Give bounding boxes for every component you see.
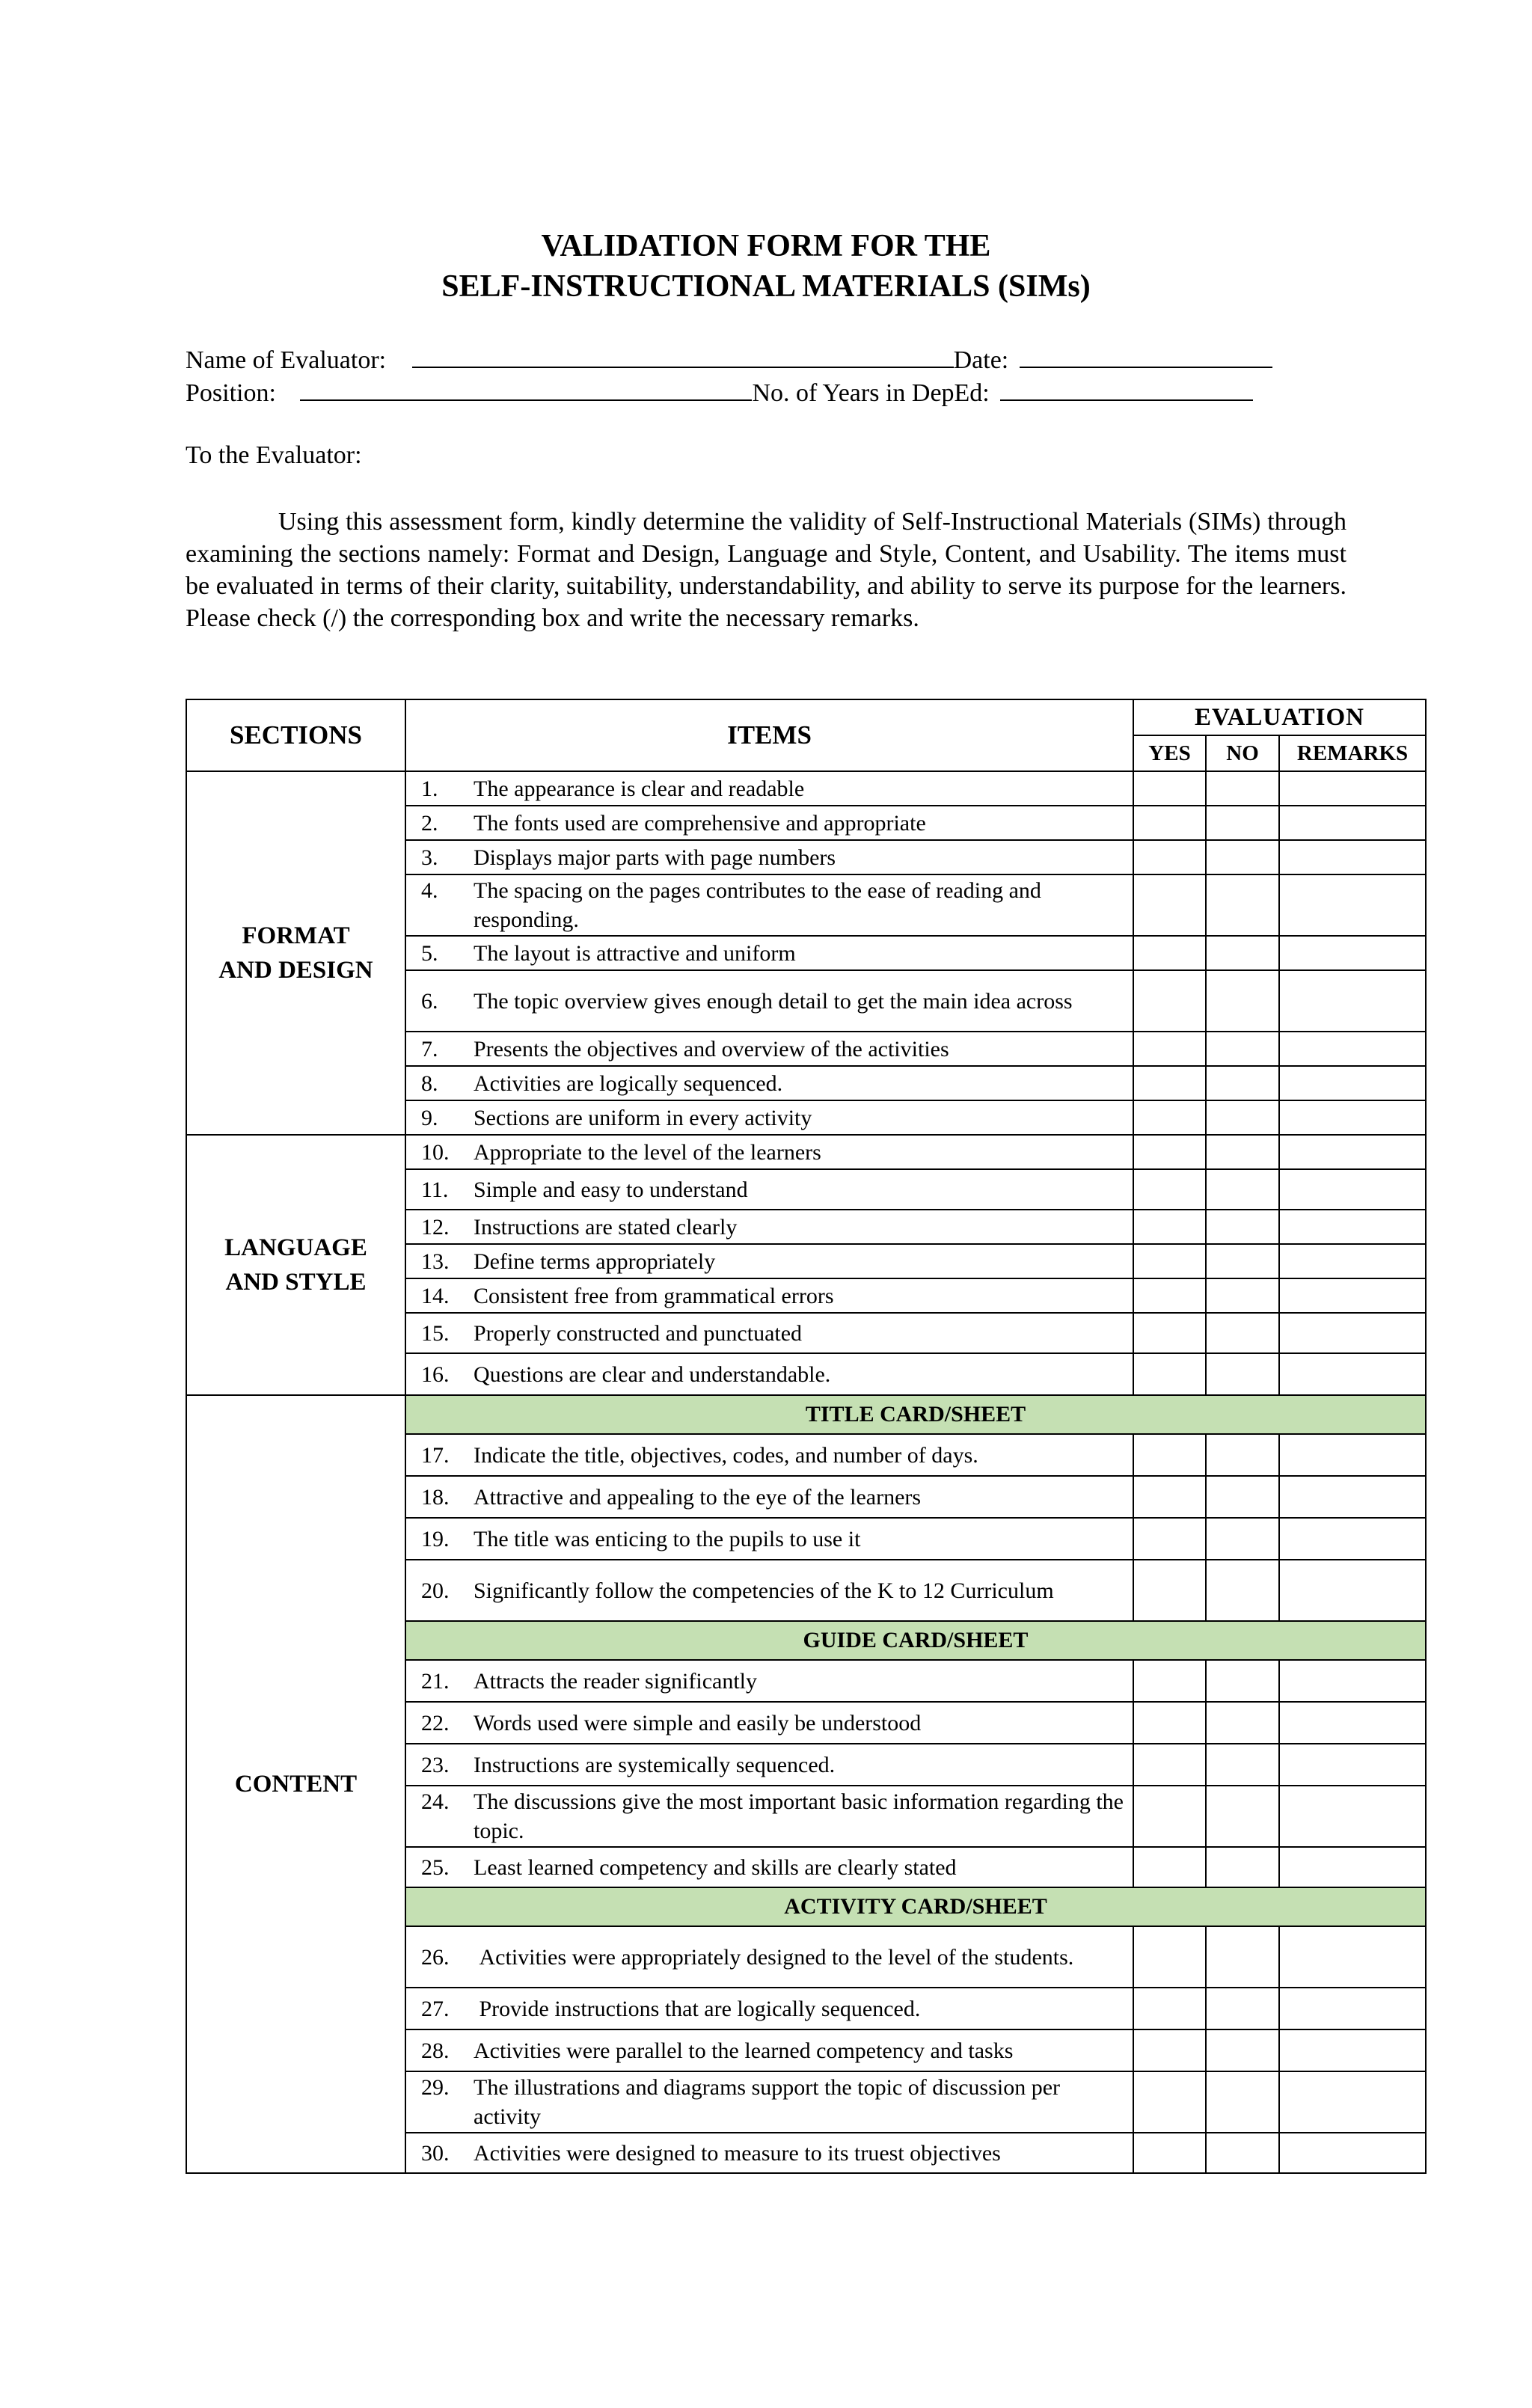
no-checkbox-cell[interactable] — [1206, 1278, 1279, 1313]
position-label: Position: — [186, 379, 276, 407]
no-checkbox-cell[interactable] — [1206, 1988, 1279, 2029]
item-text: The illustrations and diagrams support the topic of discussion per activity — [474, 2075, 1066, 2129]
item-text: Activities are logically sequenced. — [474, 1070, 783, 1096]
no-checkbox-cell[interactable] — [1206, 1847, 1279, 1887]
section-label-text: LANGUAGE AND STYLE — [224, 1234, 367, 1296]
item-number: 22. — [421, 1710, 450, 1735]
remarks-header: REMARKS — [1279, 735, 1426, 771]
evaluation-table — [186, 699, 1427, 2174]
item-text: The topic overview gives enough detail to get the main idea across — [474, 988, 1073, 1014]
subsection-banner: TITLE CARD/SHEET — [405, 1395, 1426, 1434]
item-text: Significantly follow the competencies of the K to 12 Curriculum — [474, 1578, 1054, 1603]
yes-checkbox-cell[interactable] — [1133, 1660, 1206, 1702]
no-checkbox-cell[interactable] — [1206, 806, 1279, 840]
item-number: 25. — [421, 1854, 450, 1880]
item-number: 17. — [421, 1442, 450, 1468]
item-number: 23. — [421, 1752, 450, 1777]
item-text: Sections are uniform in every activity — [474, 1105, 812, 1130]
item-number: 19. — [421, 1526, 450, 1551]
yes-checkbox-cell[interactable] — [1133, 874, 1206, 936]
yes-checkbox-cell[interactable] — [1133, 1988, 1206, 2029]
remarks-cell[interactable] — [1279, 2071, 1426, 2133]
item-cell — [405, 1702, 1133, 1744]
table-body — [186, 771, 1426, 2173]
no-checkbox-cell[interactable] — [1206, 1135, 1279, 1169]
item-cell — [405, 1560, 1133, 1621]
yes-checkbox-cell[interactable] — [1133, 840, 1206, 874]
item-number: 1. — [421, 776, 438, 801]
remarks-cell[interactable] — [1279, 1278, 1426, 1313]
item-number: 26. — [421, 1944, 450, 1970]
remarks-cell[interactable] — [1279, 806, 1426, 840]
item-cell — [405, 1476, 1133, 1518]
item-cell — [405, 970, 1133, 1032]
item-text: Consistent free from grammatical errors — [474, 1283, 834, 1308]
item-number: 4. — [421, 878, 438, 903]
item-number: 18. — [421, 1484, 450, 1510]
instructions-paragraph: Using this assessment form, kindly determine the validity of Self-Instructional Materials (SIMs) through examining the sections namely: Format and Design, Language and Style, Content, and Usability. The items must be evaluated in terms of their clarity, suitability, understandability, and ability to serve its purpose for the learners. Please check (/) the corresponding box and write the necessary remarks. — [186, 508, 1346, 632]
yes-checkbox-cell[interactable] — [1133, 1434, 1206, 1476]
subsection-banner: GUIDE CARD/SHEET — [405, 1621, 1426, 1660]
no-checkbox-cell[interactable] — [1206, 936, 1279, 970]
item-text: Provide instructions that are logically sequenced. — [474, 1996, 921, 2021]
title-line-2: SELF-INSTRUCTIONAL MATERIALS (SIMs) — [441, 269, 1091, 304]
item-text: Questions are clear and understandable. — [474, 1361, 831, 1387]
no-checkbox-cell[interactable] — [1206, 1702, 1279, 1744]
remarks-cell[interactable] — [1279, 970, 1426, 1032]
yes-checkbox-cell[interactable] — [1133, 1278, 1206, 1313]
remarks-cell[interactable] — [1279, 2133, 1426, 2173]
no-checkbox-cell[interactable] — [1206, 1434, 1279, 1476]
yes-checkbox-cell[interactable] — [1133, 970, 1206, 1032]
section-label-text: FORMAT AND DESIGN — [218, 922, 373, 984]
item-cell — [405, 874, 1133, 936]
item-cell — [405, 1210, 1133, 1244]
item-number: 2. — [421, 810, 438, 836]
no-checkbox-cell[interactable] — [1206, 2071, 1279, 2133]
remarks-cell[interactable] — [1279, 1100, 1426, 1135]
remarks-cell[interactable] — [1279, 1518, 1426, 1560]
yes-checkbox-cell[interactable] — [1133, 771, 1206, 806]
item-text: Properly constructed and punctuated — [474, 1320, 803, 1346]
evaluator-name-row — [186, 344, 1272, 376]
no-checkbox-cell[interactable] — [1206, 1100, 1279, 1135]
item-text: Instructions are systemically sequenced. — [474, 1752, 836, 1777]
item-cell — [405, 1278, 1133, 1313]
yes-checkbox-cell[interactable] — [1133, 1100, 1206, 1135]
item-number: 13. — [421, 1249, 450, 1274]
section-label-text: CONTENT — [234, 1771, 358, 1798]
no-checkbox-cell[interactable] — [1206, 1926, 1279, 1988]
yes-checkbox-cell[interactable] — [1133, 2133, 1206, 2173]
remarks-cell[interactable] — [1279, 1988, 1426, 2029]
yes-checkbox-cell[interactable] — [1133, 2029, 1206, 2071]
no-checkbox-cell[interactable] — [1206, 1476, 1279, 1518]
item-cell — [405, 1926, 1133, 1988]
item-number: 20. — [421, 1578, 450, 1603]
yes-checkbox-cell[interactable] — [1133, 1244, 1206, 1278]
yes-checkbox-cell[interactable] — [1133, 1476, 1206, 1518]
item-number: 12. — [421, 1214, 450, 1240]
yes-checkbox-cell[interactable] — [1133, 1210, 1206, 1244]
remarks-cell[interactable] — [1279, 1313, 1426, 1353]
no-checkbox-cell[interactable] — [1206, 2029, 1279, 2071]
yes-checkbox-cell[interactable] — [1133, 1032, 1206, 1066]
section-label — [186, 1135, 405, 1395]
no-checkbox-cell[interactable] — [1206, 1210, 1279, 1244]
item-cell — [405, 1169, 1133, 1210]
remarks-cell[interactable] — [1279, 1560, 1426, 1621]
remarks-cell[interactable] — [1279, 1210, 1426, 1244]
no-checkbox-cell[interactable] — [1206, 771, 1279, 806]
item-cell — [405, 936, 1133, 970]
yes-checkbox-cell[interactable] — [1133, 1135, 1206, 1169]
item-number: 16. — [421, 1361, 450, 1387]
section-label — [186, 771, 405, 1135]
no-checkbox-cell[interactable] — [1206, 1744, 1279, 1786]
remarks-cell[interactable] — [1279, 1434, 1426, 1476]
yes-header: YES — [1133, 735, 1206, 771]
item-cell — [405, 1744, 1133, 1786]
item-cell — [405, 2133, 1133, 2173]
no-checkbox-cell[interactable] — [1206, 1353, 1279, 1395]
remarks-cell[interactable] — [1279, 1135, 1426, 1169]
item-number: 10. — [421, 1139, 450, 1165]
item-number: 27. — [421, 1996, 450, 2021]
date-label: Date: — [953, 346, 1009, 374]
yes-checkbox-cell[interactable] — [1133, 1744, 1206, 1786]
no-checkbox-cell[interactable] — [1206, 2133, 1279, 2173]
years-label: No. of Years in DepEd: — [752, 379, 990, 407]
item-number: 30. — [421, 2140, 450, 2166]
yes-checkbox-cell[interactable] — [1133, 1926, 1206, 1988]
item-cell — [405, 1032, 1133, 1066]
item-number: 28. — [421, 2038, 450, 2063]
remarks-cell[interactable] — [1279, 874, 1426, 936]
yes-checkbox-cell[interactable] — [1133, 806, 1206, 840]
no-checkbox-cell[interactable] — [1206, 1169, 1279, 1210]
item-cell — [405, 1244, 1133, 1278]
item-text: Presents the objectives and overview of the activities — [474, 1036, 949, 1061]
item-text: Activities were designed to measure to its truest objectives — [474, 2140, 1001, 2166]
item-number: 3. — [421, 845, 438, 870]
item-cell — [405, 1988, 1133, 2029]
item-number: 24. — [421, 1789, 450, 1814]
yes-checkbox-cell[interactable] — [1133, 1518, 1206, 1560]
item-cell — [405, 1135, 1133, 1169]
evaluation-header: EVALUATION — [1133, 699, 1426, 735]
remarks-cell[interactable] — [1279, 1660, 1426, 1702]
item-number: 5. — [421, 940, 438, 966]
item-text: The fonts used are comprehensive and appropriate — [474, 810, 926, 836]
name-label: Name of Evaluator: — [186, 346, 387, 374]
yes-checkbox-cell[interactable] — [1133, 1353, 1206, 1395]
item-text: Least learned competency and skills are clearly stated — [474, 1854, 957, 1880]
item-number: 7. — [421, 1036, 438, 1061]
no-checkbox-cell[interactable] — [1206, 840, 1279, 874]
yes-checkbox-cell[interactable] — [1133, 1702, 1206, 1744]
remarks-cell[interactable] — [1279, 1353, 1426, 1395]
no-header: NO — [1206, 735, 1279, 771]
title-line-1: VALIDATION FORM FOR THE — [541, 229, 991, 263]
item-cell — [405, 1313, 1133, 1353]
remarks-cell[interactable] — [1279, 1786, 1426, 1847]
item-text: Attracts the reader significantly — [474, 1668, 758, 1694]
item-cell — [405, 1434, 1133, 1476]
remarks-cell[interactable] — [1279, 1926, 1426, 1988]
salutation: To the Evaluator: — [186, 441, 362, 469]
item-cell — [405, 1660, 1133, 1702]
item-text: Displays major parts with page numbers — [474, 845, 836, 870]
section-label — [186, 1395, 405, 2173]
remarks-cell[interactable] — [1279, 1169, 1426, 1210]
remarks-cell[interactable] — [1279, 936, 1426, 970]
item-text: Attractive and appealing to the eye of the learners — [474, 1484, 922, 1510]
item-cell — [405, 1847, 1133, 1887]
remarks-cell[interactable] — [1279, 1244, 1426, 1278]
yes-checkbox-cell[interactable] — [1133, 1560, 1206, 1621]
item-text: The appearance is clear and readable — [474, 776, 805, 801]
item-number: 14. — [421, 1283, 450, 1308]
item-text: The layout is attractive and uniform — [474, 940, 796, 966]
item-text: The spacing on the pages contributes to the ease of reading and responding. — [474, 878, 1047, 932]
yes-checkbox-cell[interactable] — [1133, 1066, 1206, 1100]
item-text: Words used were simple and easily be understood — [474, 1710, 922, 1735]
remarks-cell[interactable] — [1279, 840, 1426, 874]
position-blank[interactable] — [300, 377, 752, 401]
no-checkbox-cell[interactable] — [1206, 1560, 1279, 1621]
remarks-cell[interactable] — [1279, 1476, 1426, 1518]
table-row — [186, 771, 1426, 806]
items-header: ITEMS — [405, 699, 1133, 771]
item-cell — [405, 771, 1133, 806]
form-title — [0, 226, 1532, 307]
no-checkbox-cell[interactable] — [1206, 1786, 1279, 1847]
remarks-cell[interactable] — [1279, 1847, 1426, 1887]
no-checkbox-cell[interactable] — [1206, 1313, 1279, 1353]
item-text: Indicate the title, objectives, codes, and number of days. — [474, 1442, 978, 1468]
name-blank[interactable] — [412, 344, 954, 368]
item-cell — [405, 1786, 1133, 1847]
item-number: 21. — [421, 1668, 450, 1694]
remarks-cell[interactable] — [1279, 1702, 1426, 1744]
position-row — [186, 377, 1253, 409]
item-cell — [405, 840, 1133, 874]
no-checkbox-cell[interactable] — [1206, 1660, 1279, 1702]
item-text: The discussions give the most important basic information regarding the topic. — [474, 1789, 1130, 1843]
item-cell — [405, 1518, 1133, 1560]
remarks-cell[interactable] — [1279, 1032, 1426, 1066]
item-text: Instructions are stated clearly — [474, 1214, 738, 1240]
item-cell — [405, 806, 1133, 840]
subsection-banner: ACTIVITY CARD/SHEET — [405, 1887, 1426, 1926]
no-checkbox-cell[interactable] — [1206, 1032, 1279, 1066]
no-checkbox-cell[interactable] — [1206, 970, 1279, 1032]
remarks-cell[interactable] — [1279, 1066, 1426, 1100]
remarks-cell[interactable] — [1279, 1744, 1426, 1786]
item-cell — [405, 2029, 1133, 2071]
date-blank[interactable] — [1020, 344, 1272, 368]
no-checkbox-cell[interactable] — [1206, 1244, 1279, 1278]
item-text: Activities were appropriately designed to the level of the students. — [474, 1944, 1074, 1970]
table-row — [186, 1135, 1426, 1169]
no-checkbox-cell[interactable] — [1206, 1518, 1279, 1560]
item-text: Define terms appropriately — [474, 1249, 716, 1274]
remarks-cell[interactable] — [1279, 2029, 1426, 2071]
subsection-row — [186, 1395, 1426, 1434]
item-number: 29. — [421, 2075, 450, 2100]
item-text: Appropriate to the level of the learners — [474, 1139, 821, 1165]
item-number: 9. — [421, 1105, 438, 1130]
sections-header: SECTIONS — [186, 699, 405, 771]
item-text: The title was enticing to the pupils to use it — [474, 1526, 861, 1551]
no-checkbox-cell[interactable] — [1206, 1066, 1279, 1100]
remarks-cell[interactable] — [1279, 771, 1426, 806]
item-text: Activities were parallel to the learned competency and tasks — [474, 2038, 1014, 2063]
item-cell — [405, 1353, 1133, 1395]
item-number: 11. — [421, 1177, 449, 1202]
item-cell — [405, 1066, 1133, 1100]
no-checkbox-cell[interactable] — [1206, 874, 1279, 936]
years-blank[interactable] — [1000, 377, 1253, 401]
item-cell — [405, 2071, 1133, 2133]
yes-checkbox-cell[interactable] — [1133, 1169, 1206, 1210]
item-number: 6. — [421, 988, 438, 1014]
item-number: 8. — [421, 1070, 438, 1096]
item-cell — [405, 1100, 1133, 1135]
item-text: Simple and easy to understand — [474, 1177, 748, 1202]
yes-checkbox-cell[interactable] — [1133, 1313, 1206, 1353]
item-number: 15. — [421, 1320, 450, 1346]
yes-checkbox-cell[interactable] — [1133, 2071, 1206, 2133]
yes-checkbox-cell[interactable] — [1133, 1786, 1206, 1847]
yes-checkbox-cell[interactable] — [1133, 936, 1206, 970]
yes-checkbox-cell[interactable] — [1133, 1847, 1206, 1887]
